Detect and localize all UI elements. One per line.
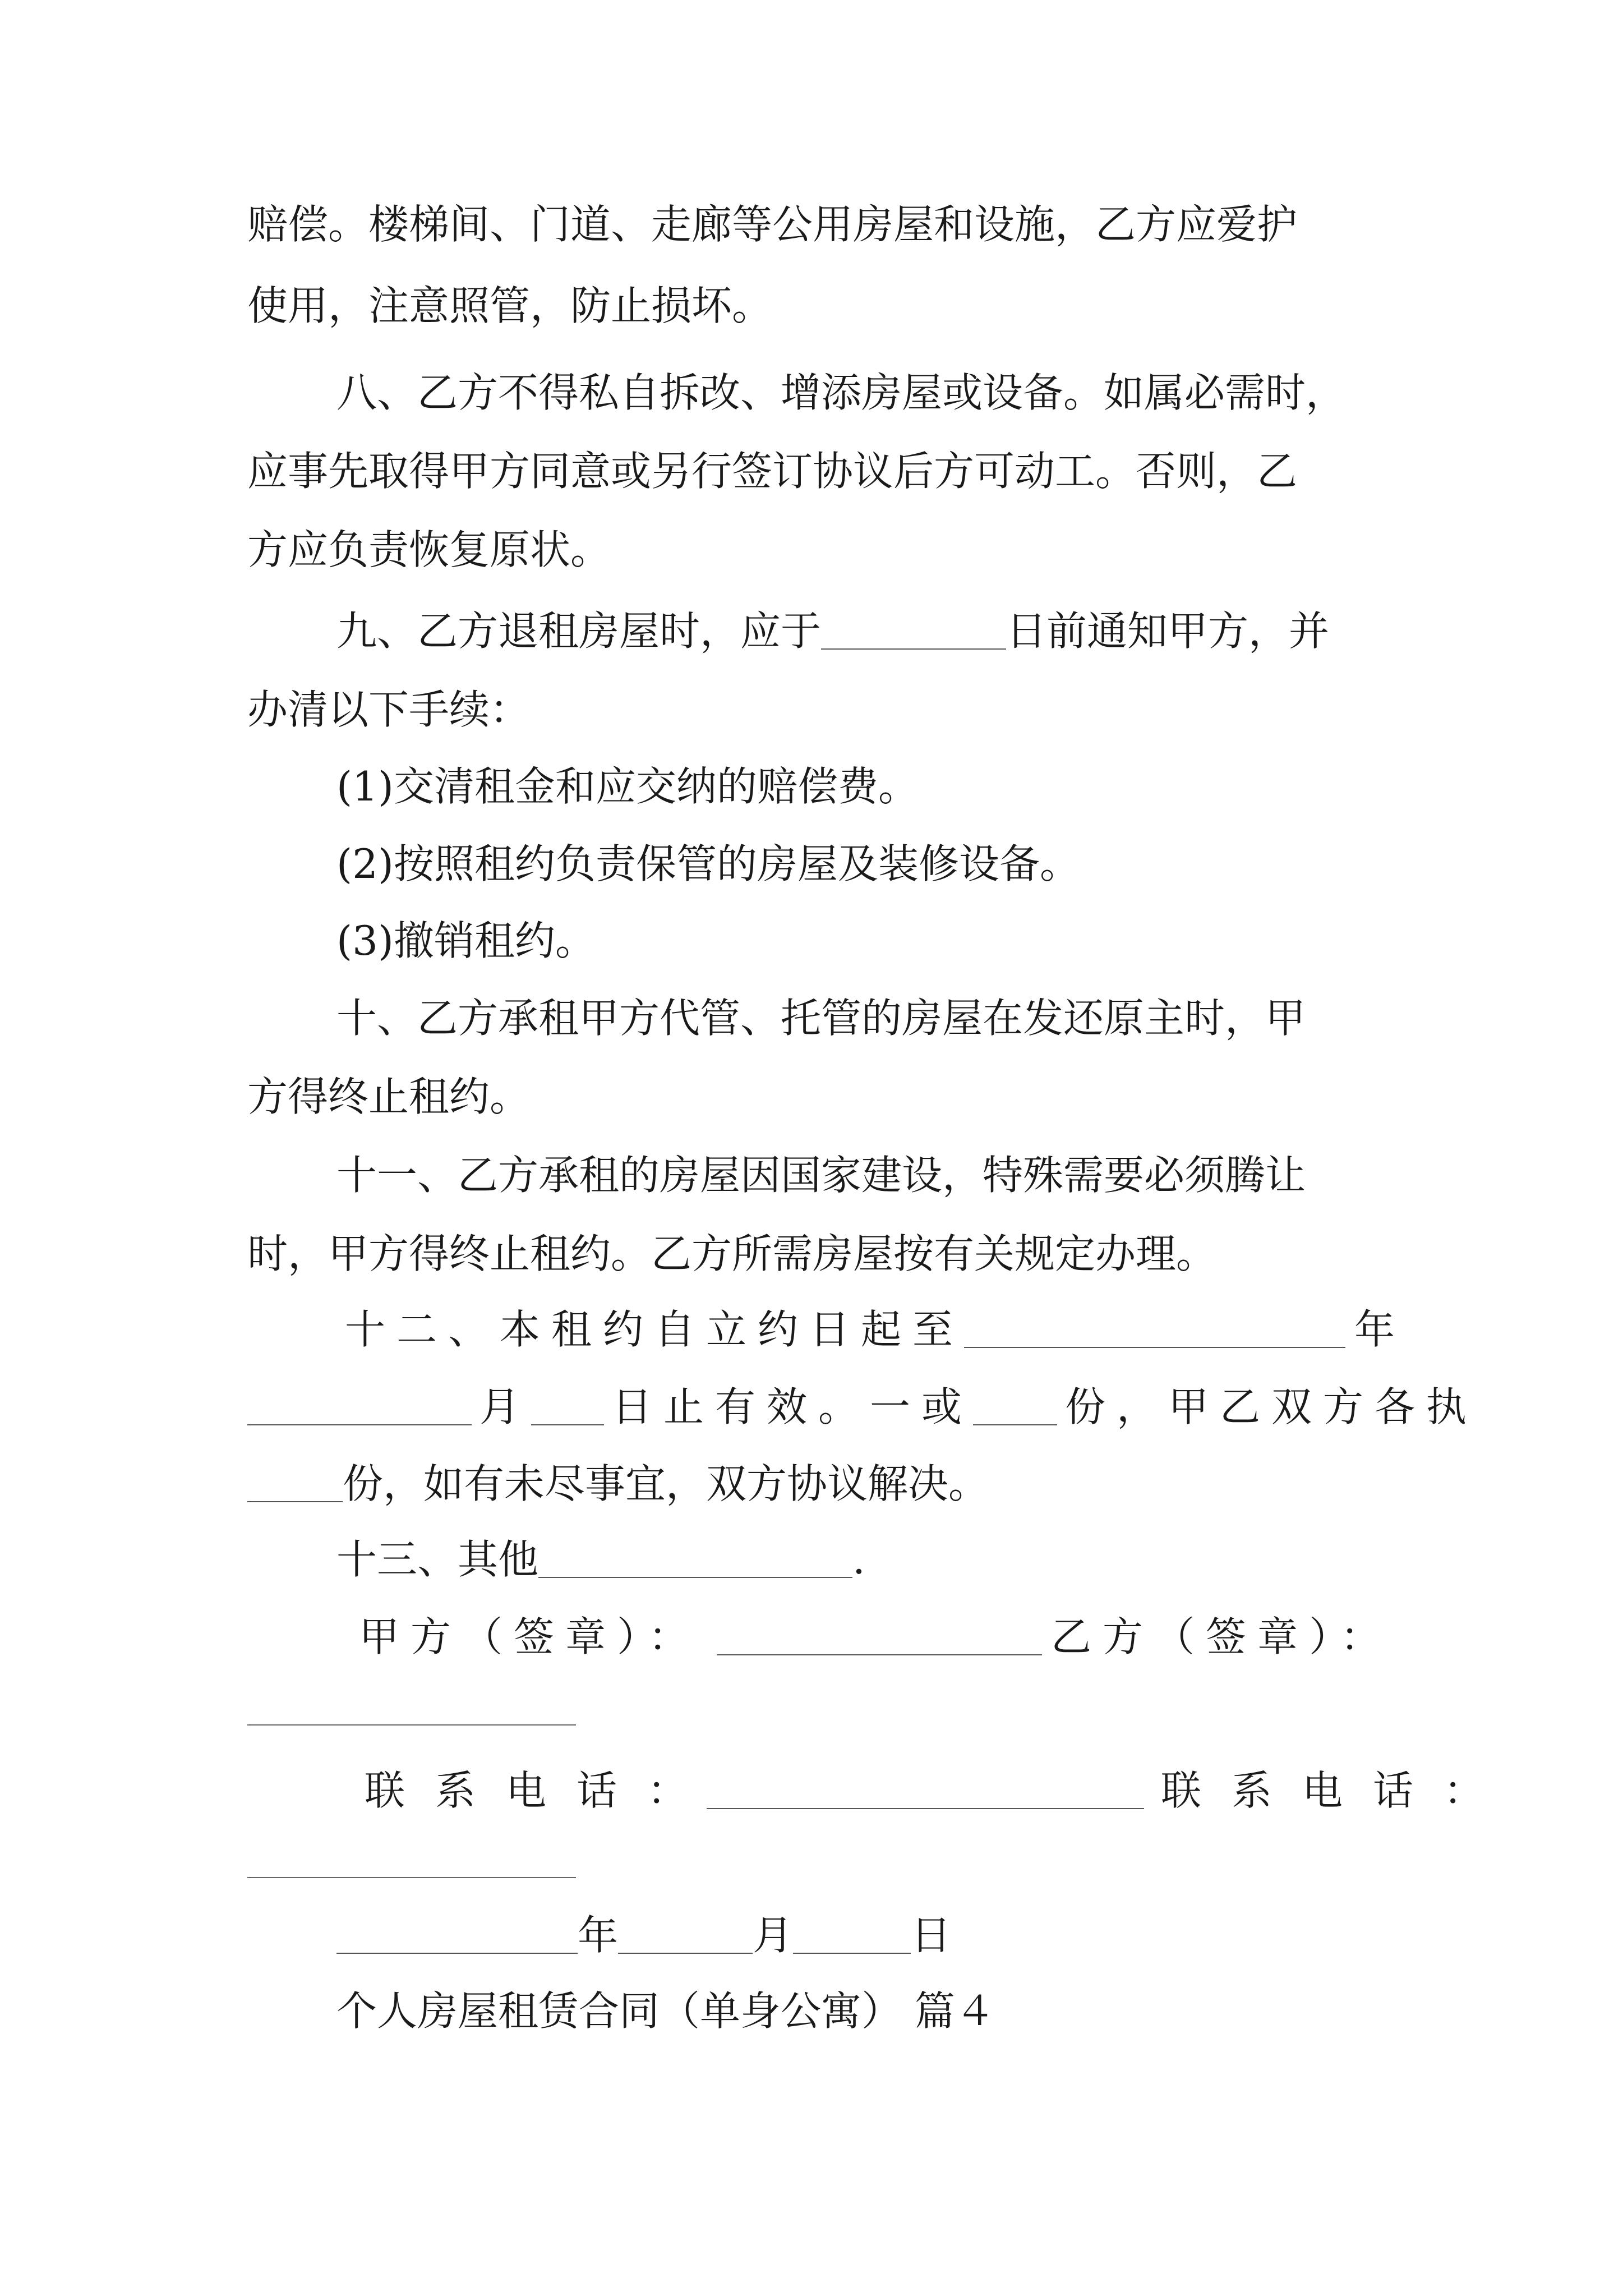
text: 份，如有未尽事宜，双方协议解决。 xyxy=(343,1460,989,1507)
blank-end-year xyxy=(964,1306,1345,1348)
blank-sign-day xyxy=(793,1912,911,1954)
party-b-signature-label: 乙方（签章）： xyxy=(1051,1613,1393,1660)
item-3 xyxy=(336,913,596,969)
clause-9-line-2 xyxy=(247,682,530,738)
text: 日 xyxy=(911,1912,952,1959)
blank-end-day xyxy=(531,1384,604,1425)
party-a-phone-label: 联系电话： xyxy=(365,1767,718,1814)
text: (3)撤销租约。 xyxy=(336,917,596,964)
clause-8-line-3 xyxy=(247,522,611,578)
clause-12-line-3 xyxy=(247,1456,989,1512)
text: 月 xyxy=(479,1383,532,1430)
clause-9-line-1 xyxy=(336,603,1329,659)
item-1 xyxy=(336,758,919,815)
text: 十二、本租约自立约日起至 xyxy=(345,1306,965,1353)
blank-end-month xyxy=(247,1384,472,1425)
blank-copies-total xyxy=(973,1384,1057,1425)
text: 时，甲方得终止租约。乙方所需房屋按有关规定办理。 xyxy=(247,1230,1217,1277)
text: (1)交清租金和应交纳的赔偿费。 xyxy=(336,763,919,810)
signature-row xyxy=(359,1609,1392,1665)
text: 使用，注意照管，防止损坏。 xyxy=(247,282,773,329)
clause-11-line-1 xyxy=(336,1147,1306,1203)
phone-row xyxy=(365,1763,1514,1819)
blank-sign-year xyxy=(336,1912,578,1954)
clause-10-line-1 xyxy=(336,990,1306,1046)
blank-other xyxy=(538,1536,852,1578)
text: 个人房屋租赁合同（单身公寓） 篇４ xyxy=(336,1987,995,2035)
text: 日前通知甲方，并 xyxy=(1006,608,1330,655)
clause-13 xyxy=(336,1531,865,1588)
blank-sign-month xyxy=(618,1912,753,1954)
clause-8-line-1 xyxy=(336,365,1346,421)
blank-party-b-phone xyxy=(247,1877,576,1878)
paragraph-7-line-3 xyxy=(247,278,772,334)
clause-10-line-2 xyxy=(247,1069,530,1125)
text: 八、乙方不得私自拆改、增添房屋或设备。如属必需时， xyxy=(336,369,1347,416)
blank-party-a-phone xyxy=(707,1768,1144,1809)
date-row xyxy=(336,1907,951,1963)
blank-party-a-signature xyxy=(717,1614,1042,1655)
clause-11-line-2 xyxy=(247,1226,1216,1282)
text: 份，甲乙双方各执 xyxy=(1065,1383,1478,1430)
blank-notice-days xyxy=(821,608,1006,650)
clause-12-line-1 xyxy=(345,1301,1406,1358)
next-section-heading xyxy=(336,1983,995,2039)
text: 年 xyxy=(578,1912,619,1959)
text: 年 xyxy=(1354,1306,1407,1353)
text: 十三、其他 xyxy=(336,1536,539,1583)
party-b-phone-label: 联系电话： xyxy=(1161,1767,1515,1814)
text: (2)按照租约负责保管的房屋及装修设备。 xyxy=(336,840,1080,887)
text: 方得终止租约。 xyxy=(247,1073,531,1120)
text: . xyxy=(852,1536,865,1583)
text: 九、乙方退租房屋时，应于 xyxy=(336,608,822,655)
blank-party-b-signature xyxy=(247,1724,576,1726)
paragraph-7-line-2 xyxy=(247,196,1297,252)
text: 月 xyxy=(753,1912,794,1959)
text: 日止有效。一或 xyxy=(612,1383,974,1430)
blank-copies-each xyxy=(247,1461,343,1502)
text: 方应负责恢复原状。 xyxy=(247,526,611,573)
text: 应事先取得甲方同意或另行签订协议后方可动工。否则，乙 xyxy=(247,448,1298,495)
clause-8-line-2 xyxy=(247,443,1297,499)
clause-12-line-2 xyxy=(247,1379,1478,1435)
text: 办清以下手续： xyxy=(247,686,531,733)
text: 十一、乙方承租的房屋因国家建设，特殊需要必须腾让 xyxy=(336,1152,1306,1199)
text: 赔偿。楼梯间、门道、走廊等公用房屋和设施，乙方应爱护 xyxy=(247,201,1298,248)
party-a-signature-label: 甲方（签章）： xyxy=(359,1613,700,1660)
text: 十、乙方承租甲方代管、托管的房屋在发还原主时，甲 xyxy=(336,995,1306,1042)
item-2 xyxy=(336,836,1080,892)
